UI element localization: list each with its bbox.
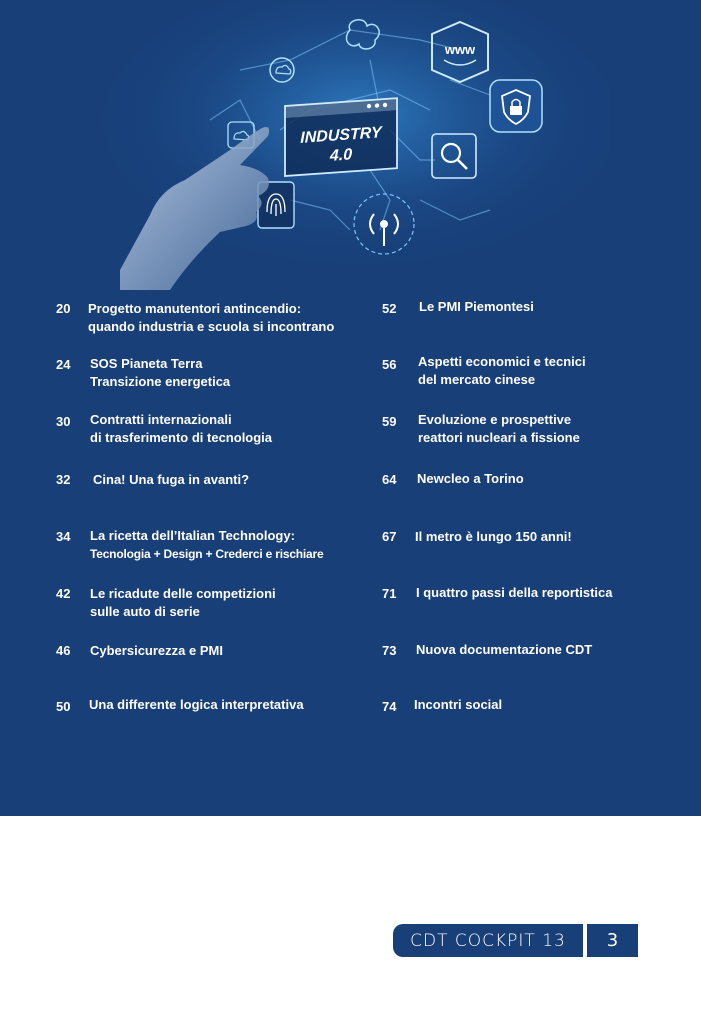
shield-lock-icon <box>490 80 542 132</box>
toc-title-line1: La ricetta dell’Italian Technology: <box>90 528 295 543</box>
page-number: 3 <box>587 924 638 957</box>
toc-title-line2: di trasferimento di tecnologia <box>90 430 273 445</box>
toc-title-line1: Aspetti economici e tecnici <box>418 354 586 369</box>
svg-text:www: www <box>444 42 476 57</box>
industry-4-0-badge <box>285 98 397 176</box>
svg-text:4.0: 4.0 <box>329 146 353 165</box>
toc-title <box>90 355 230 391</box>
toc-title-line1: Le ricadute delle competizioni <box>90 586 276 601</box>
toc-title <box>417 470 524 488</box>
toc-page-number: 34 <box>56 529 71 544</box>
toc-title-line1: Progetto manutentori antincendio: <box>88 301 302 316</box>
toc-title <box>89 696 304 714</box>
industry-hero-illustration <box>90 0 610 290</box>
toc-title-line2: Tecnologia + Design + Crederci e rischiare <box>90 547 324 561</box>
toc-page-number: 50 <box>56 699 71 714</box>
toc-title-line1: SOS Pianeta Terra <box>90 356 203 371</box>
toc-title-line1: I quattro passi della reportistica <box>416 585 613 600</box>
toc-title-line2: quando industria e scuola si incontrano <box>88 319 335 334</box>
toc-page-number: 73 <box>382 643 397 658</box>
toc-title <box>90 411 272 447</box>
toc-title <box>416 584 613 602</box>
toc-title <box>419 298 534 316</box>
magazine-title: CDT COCKPIT 13 <box>393 924 583 957</box>
toc-title-line1: Cina! Una fuga in avanti? <box>93 472 250 487</box>
toc-title-line1: Una differente logica interpretativa <box>89 697 304 712</box>
toc-title-line1: Evoluzione e prospettive <box>418 412 572 427</box>
page-footer-tab <box>393 924 638 957</box>
toc-page-number: 64 <box>382 472 397 487</box>
toc-page-number: 24 <box>56 357 71 372</box>
toc-page-number: 42 <box>56 586 71 601</box>
toc-title-line2: sulle auto di serie <box>90 604 200 619</box>
toc-page-number: 67 <box>382 529 397 544</box>
toc-title-line1: Contratti internazionali <box>90 412 232 427</box>
toc-title <box>88 300 334 336</box>
toc-title-line2: reattori nucleari a fissione <box>418 430 580 445</box>
toc-page-number: 46 <box>56 643 71 658</box>
toc-title-line2: Transizione energetica <box>90 374 231 389</box>
toc-page-number: 59 <box>382 414 397 429</box>
toc-title-line1: Il metro è lungo 150 anni! <box>415 529 572 544</box>
svg-text:INDUSTRY: INDUSTRY <box>300 124 382 147</box>
toc-page-number: 20 <box>56 301 71 316</box>
toc-title-line2: del mercato cinese <box>418 372 536 387</box>
toc-page-number: 74 <box>382 699 397 714</box>
toc-page-number: 56 <box>382 357 397 372</box>
toc-page-number: 71 <box>382 586 397 601</box>
toc-title <box>418 353 586 389</box>
toc-title <box>90 642 223 660</box>
toc-title <box>90 585 276 621</box>
toc-title <box>90 527 323 563</box>
toc-title <box>418 411 580 447</box>
toc-title <box>414 696 502 714</box>
toc-title <box>416 641 592 659</box>
toc-page-number: 30 <box>56 414 71 429</box>
toc-title-line1: Newcleo a Torino <box>417 471 524 486</box>
toc-title-line1: Le PMI Piemontesi <box>419 299 534 314</box>
toc-page-number: 52 <box>382 301 397 316</box>
toc-title-line1: Nuova documentazione CDT <box>416 642 593 657</box>
toc-title <box>415 528 572 546</box>
toc-page-number: 32 <box>56 472 71 487</box>
toc-title <box>93 471 249 489</box>
toc-title-line1: Cybersicurezza e PMI <box>90 643 223 658</box>
toc-title-line1: Incontri social <box>414 697 503 712</box>
